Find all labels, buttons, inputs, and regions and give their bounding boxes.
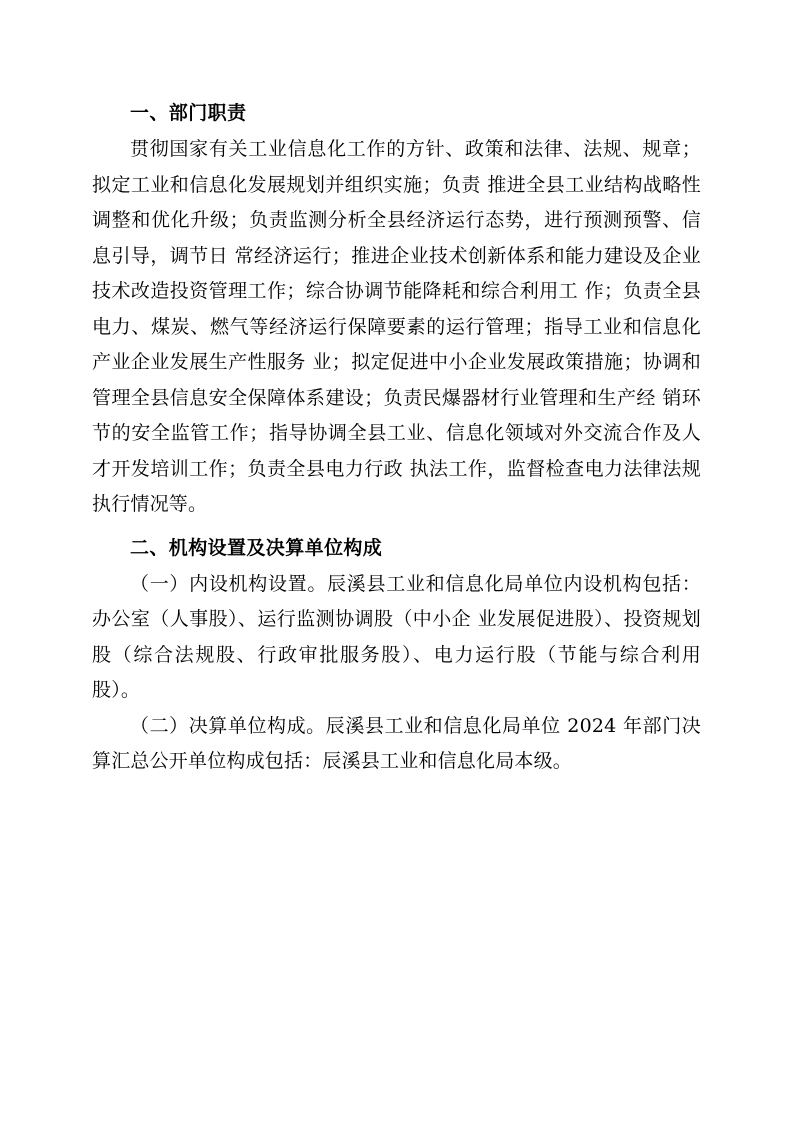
paragraph-internal-organizations: （一）内设机构设置。辰溪县工业和信息化局单位内设机构包括：办公室（人事股）、运行监测协调股（中小企 业发展促进股）、投资规划股（综合法规股、行政审批服务股）、电力运行股（节能与综合利用股）。	[92, 572, 701, 701]
document-body	[92, 96, 701, 780]
section-heading-department-duties: 一、部门职责	[130, 102, 247, 124]
paragraph-final-account-units: （二）决算单位构成。辰溪县工业和信息化局单位 2024 年部门决算汇总公开单位构成包括：辰溪县工业和信息化局本级。	[92, 714, 701, 772]
paragraph-department-duties: 贯彻国家有关工业信息化工作的方针、政策和法律、法规、规章；拟定工业和信息化发展规划并组织实施；负责 推进全县工业结构战略性调整和优化升级；负责监测分析全县经济运行态势，进行预测预警、信息引导，调节日 常经济运行；推进企业技术创新体系和能力建设及企业技术改造投资管理工作；综合协调节能降耗和综合利用工 作；负责全县电力、煤炭、燃气等经济运行保障要素的运行管理；指导工业和信息化产业企业发展生产性服务 业；拟定促进中小企业发展政策措施；协调和管理全县信息安全保障体系建设；负责民爆器材行业管理和生产经 销环节的安全监管工作；指导协调全县工业、信息化领域对外交流合作及人才开发培训工作；负责全县电力行政 执法工作，监督检查电力法律法规执行情况等。	[92, 138, 701, 515]
section-heading-organization-structure: 二、机构设置及决算单位构成	[130, 536, 383, 559]
